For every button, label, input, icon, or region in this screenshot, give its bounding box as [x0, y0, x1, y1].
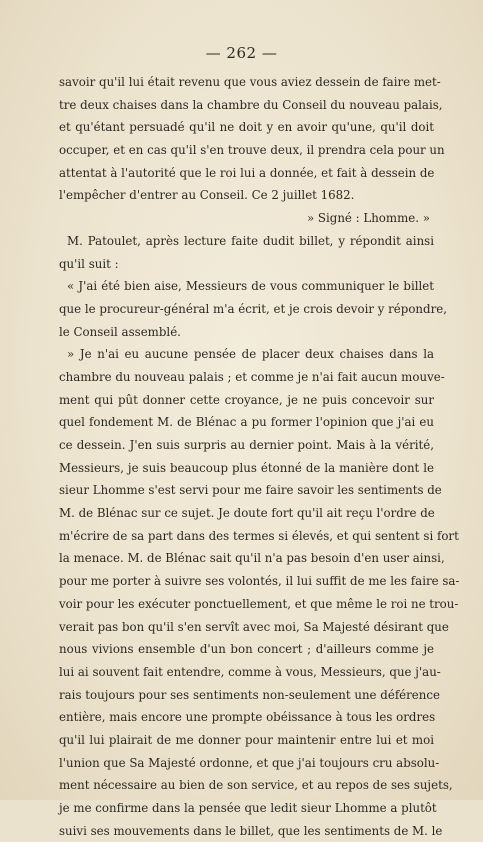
- text-line: ment nécessaire au bien de son service, et au repos de ses sujets,: [59, 778, 453, 793]
- text-line: le Conseil assemblé.: [59, 324, 181, 339]
- text-line: Messieurs, je suis beaucoup plus étonné de la manière dont le: [59, 460, 434, 475]
- text-line: M. de Blénac sur ce sujet. Je doute fort qu'il ait reçu l'ordre de: [59, 506, 435, 521]
- text-line: et qu'étant persuadé qu'il ne doit y en avoir qu'une, qu'il doit: [59, 120, 434, 135]
- text-line: m'écrire de sa part dans des termes si élevés, et qui sentent si fort: [59, 528, 459, 543]
- text-line: savoir qu'il lui était revenu que vous aviez dessein de faire met-: [59, 75, 441, 89]
- text-line: nous vivions ensemble d'un bon concert ; d'ailleurs comme je: [59, 642, 434, 657]
- signature-line: » Signé : Lhomme. »: [306, 211, 430, 226]
- text-line: verait pas bon qu'il s'en servît avec moi, Sa Majesté désirant que: [59, 619, 449, 634]
- text-line: M. Patoulet, après lecture faite dudit billet, y répondit ainsi: [67, 233, 434, 248]
- text-line: ment qui pût donner cette croyance, je ne puis concevoir sur: [59, 392, 434, 407]
- text-line: quel fondement M. de Blénac a pu former l'opinion que j'ai eu: [59, 415, 434, 430]
- text-line: je me confirme dans la pensée que ledit sieur Lhomme a plutôt: [59, 801, 437, 815]
- text-line: » Je n'ai eu aucune pensée de placer deux chaises dans la: [67, 347, 434, 362]
- page-number: — 262 —: [205, 44, 278, 62]
- text-line: rais toujours pour ses sentiments non-seulement une déférence: [59, 687, 440, 702]
- text-line: l'union que Sa Majesté ordonne, et que j'ai toujours cru absolu-: [59, 755, 440, 770]
- text-line: tre deux chaises dans la chambre du Conseil du nouveau palais,: [59, 97, 443, 112]
- text-line: occuper, et en cas qu'il s'en trouve deux, il prendra cela pour un: [59, 143, 445, 158]
- text-line: entière, mais encore une prompte obéissance à tous les ordres: [59, 710, 436, 725]
- text-line: sieur Lhomme s'est servi pour me faire savoir les sentiments de: [59, 483, 442, 498]
- text-line: ce dessein. J'en suis surpris au dernier point. Mais à la vérité,: [59, 438, 434, 452]
- text-line: chambre du nouveau palais ; et comme je n'ai fait aucun mouve-: [59, 369, 445, 384]
- body-text: [59, 71, 460, 842]
- text-line: la menace. M. de Blénac sait qu'il n'a pas besoin d'en user ainsi,: [59, 551, 445, 566]
- text-line: qu'il lui plairait de me donner pour maintenir entre lui et moi: [59, 732, 434, 747]
- text-line: « J'ai été bien aise, Messieurs de vous communiquer le billet: [67, 279, 434, 294]
- text-line: voir pour les exécuter ponctuellement, et que même le roi ne trou-: [59, 596, 459, 611]
- text-line: l'empêcher d'entrer au Conseil. Ce 2 juillet 1682.: [59, 188, 355, 203]
- text-line: pour me porter à suivre ses volontés, il lui suffit de me les faire sa-: [59, 574, 460, 589]
- text-line: lui ai souvent fait entendre, comme à vous, Messieurs, que j'au-: [59, 664, 441, 679]
- text-line: qu'il suit :: [59, 256, 119, 271]
- text-line: que le procureur-général m'a écrit, et je crois devoir y répondre,: [59, 301, 447, 316]
- text-line: suivi ses mouvements dans le billet, que les sentiments de M. le: [59, 823, 443, 838]
- text-line: attentat à l'autorité que le roi lui a donnée, et fait à dessein de: [59, 165, 435, 180]
